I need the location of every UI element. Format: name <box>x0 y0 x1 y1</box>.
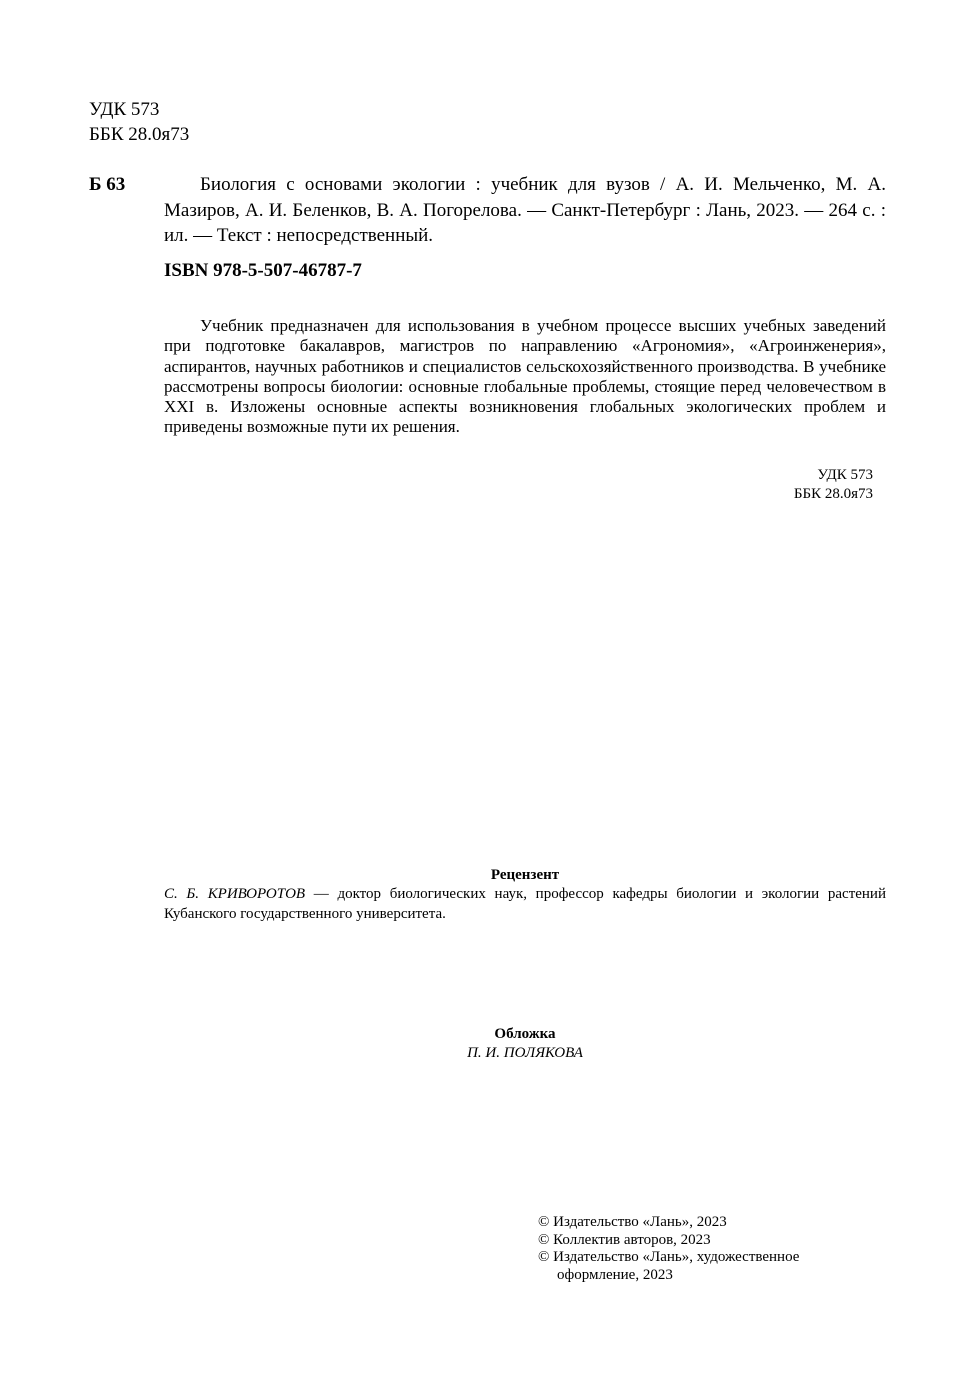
reviewer-name: С. Б. КРИВОРОТОВ <box>164 886 306 902</box>
udk-code: УДК 573 <box>89 99 160 120</box>
cover-author: П. И. ПОЛЯКОВА <box>467 1045 583 1061</box>
copyright-line-1: © Издательство «Лань», 2023 <box>538 1214 727 1230</box>
annotation-bbk: ББК 28.0я73 <box>793 485 873 502</box>
annotation-udk: УДК 573 <box>817 467 873 483</box>
copyright-line-2: © Коллектив авторов, 2023 <box>538 1231 711 1248</box>
author-sign: Б 63 <box>89 174 126 195</box>
annotation-udk-block <box>794 466 873 503</box>
copyright-line-3-cont: оформление, 2023 <box>557 1266 673 1283</box>
udk-header-block <box>89 97 189 147</box>
copyright-block <box>538 1214 799 1284</box>
bbk-code: ББК 28.0я73 <box>89 124 190 145</box>
bibliographic-description: Биология с основами экологии : учебник для вузов / А. И. Мельченко, М. А. Мазиров, А. И. Беленков, В. А. Погорелова. — Санкт-Петербург : Лань, 2023. — 264 с. : ил. — Текст : непосредственный. <box>164 174 886 246</box>
reviewer-info <box>164 885 886 924</box>
annotation-text: Учебник предназначен для использования в учебном процессе высших учебных заведений при подготовке бакалавров, магистров по направлению «Агрономия», «Агроинженерия», аспирантов, научных работников и специалистов сельскохозяйственного производства. В учебнике рассмотрены вопросы биологии: основные глобальные проблемы, стоящие перед человечеством в XXI в. Изложены основные аспекты возникновения глобальных экологических проблем и приведены возможные пути их решения. <box>164 316 886 437</box>
reviewer-description: — доктор биологических наук, профессор кафедры биологии и экологии растений Кубанского государственного университета. <box>164 886 886 922</box>
copyright-line-3: © Издательство «Лань», художественное <box>538 1249 800 1265</box>
isbn: ISBN 978-5-507-46787-7 <box>164 260 362 281</box>
cover-title: Обложка <box>494 1026 556 1042</box>
reviewer-title: Рецензент <box>490 867 560 883</box>
